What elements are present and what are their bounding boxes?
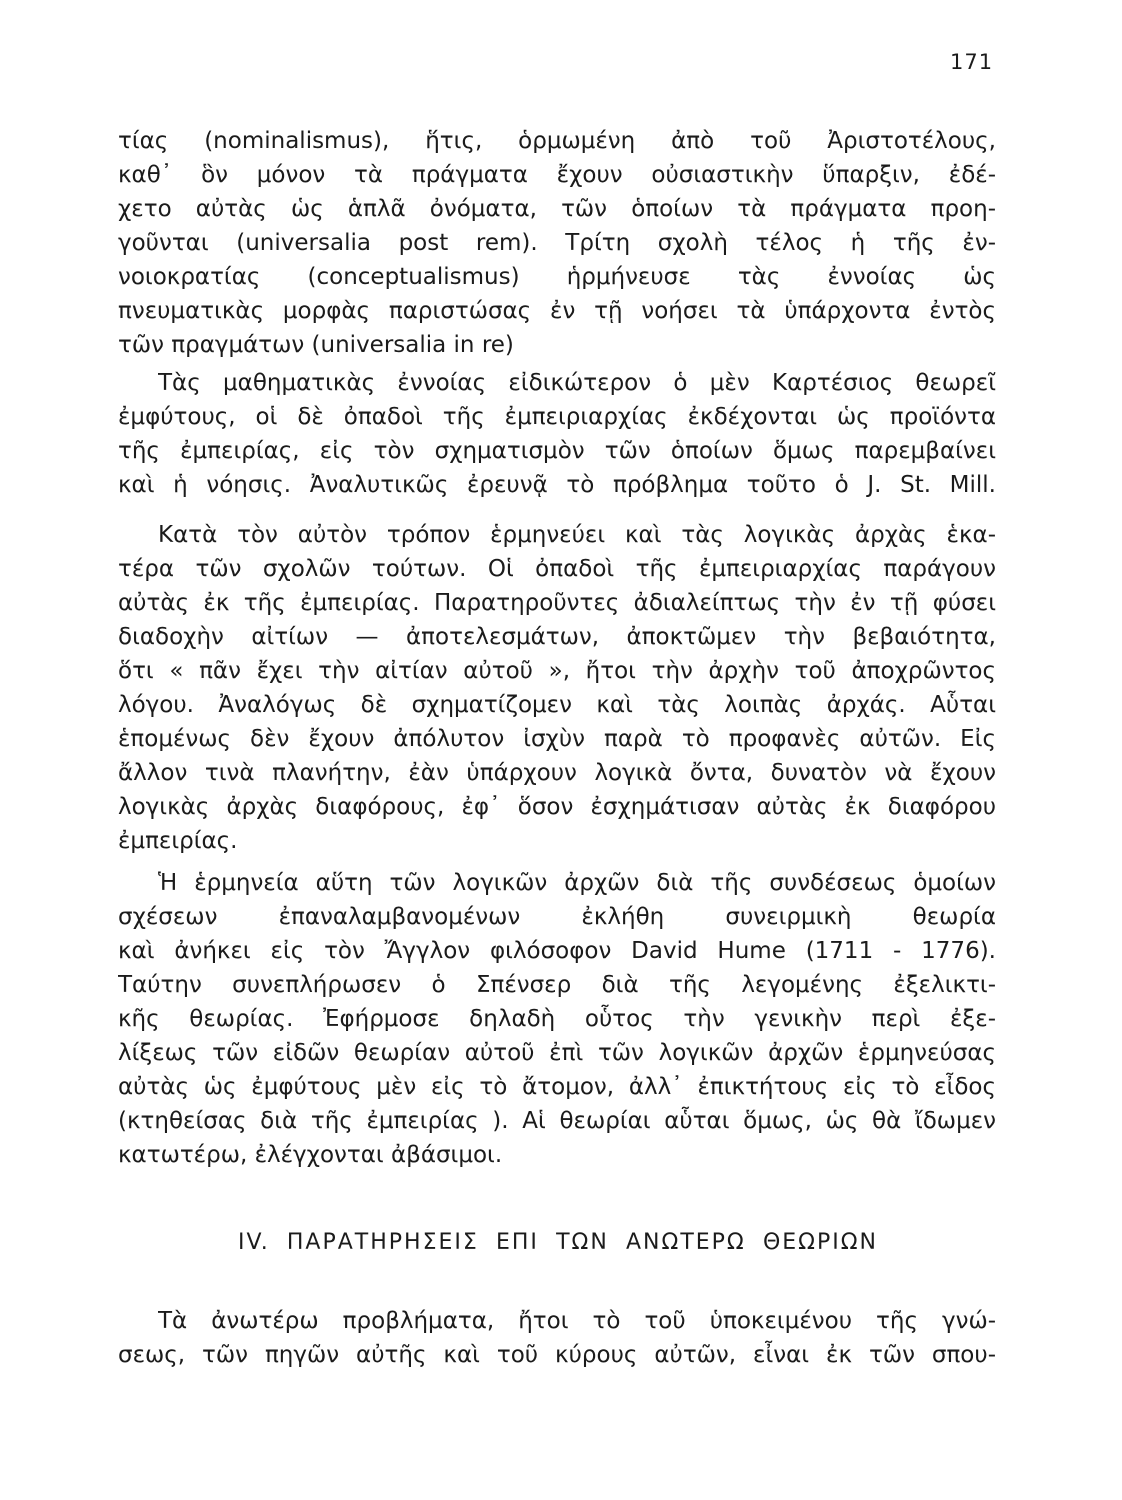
text-line: νοιοκρατίας (conceptualismus) ἡρμήνευσε τὰς ἐννοίας ὡς [118,264,996,290]
text-line: καὶ ἡ νόησις. Ἀναλυτικῶς ἐρευνᾷ τὸ πρόβλημα τοῦτο ὁ J. St. Mill. [118,472,996,498]
text-line: Ταύτην συνεπλήρωσεν ὁ Σπένσερ διὰ τῆς λεγομένης ἐξελικτι- [118,972,996,998]
text-line: Ἡ ἑρμηνεία αὕτη τῶν λογικῶν ἀρχῶν διὰ τῆς συνδέσεως ὁμοίων [158,870,996,896]
text-line: τῶν πραγμάτων (universalia in re) [118,332,514,358]
text-line: τῆς ἐμπειρίας, εἰς τὸν σχηματισμὸν τῶν ὁποίων ὅμως παρεμβαίνει [118,438,996,464]
text-line: (κτηθείσας διὰ τῆς ἐμπειρίας ). Αἱ θεωρίαι αὗται ὅμως, ὡς θὰ ἴδωμεν [118,1108,996,1134]
text-line: Τὰς μαθηματικὰς ἐννοίας εἰδικώτερον ὁ μὲν Καρτέσιος θεωρεῖ [158,370,996,396]
section-heading: IV. ΠΑΡΑΤΗΡΗΣΕΙΣ ΕΠΙ ΤΩΝ ΑΝΩΤΕΡΩ ΘΕΩΡΙΩΝ [238,1230,878,1255]
page-number: 171 [950,50,994,74]
text-line: λίξεως τῶν εἰδῶν θεωρίαν αὐτοῦ ἐπὶ τῶν λογικῶν ἀρχῶν ἑρμηνεύσας [118,1040,996,1066]
text-line: λογικὰς ἀρχὰς διαφόρους, ἐφ᾽ ὅσον ἐσχημάτισαν αὐτὰς ἐκ διαφόρου [118,794,996,820]
text-line: αὐτὰς ὡς ἐμφύτους μὲν εἰς τὸ ἄτομον, ἀλλ᾽ ἐπικτήτους εἰς τὸ εἶδος [118,1074,996,1100]
text-line: ὅτι « πᾶν ἔχει τὴν αἰτίαν αὐτοῦ », ἤτοι τὴν ἀρχὴν τοῦ ἀποχρῶντος [118,658,996,684]
text-line: λόγου. Ἀναλόγως δὲ σχηματίζομεν καὶ τὰς λοιπὰς ἀρχάς. Αὗται [118,692,996,718]
text-line: σχέσεων ἐπαναλαμβανομένων ἐκλήθη συνειρμικὴ θεωρία [118,904,996,930]
text-line: Κατὰ τὸν αὐτὸν τρόπον ἑρμηνεύει καὶ τὰς λογικὰς ἀρχὰς ἑκα- [158,522,996,548]
text-line: ἄλλον τινὰ πλανήτην, ἐὰν ὑπάρχουν λογικὰ ὄντα, δυνατὸν νὰ ἔχουν [118,760,996,786]
text-line: σεως, τῶν πηγῶν αὐτῆς καὶ τοῦ κύρους αὐτῶν, εἶναι ἐκ τῶν σπου- [118,1342,996,1368]
text-line: διαδοχὴν αἰτίων — ἀποτελεσμάτων, ἀποκτῶμεν τὴν βεβαιότητα, [118,624,996,650]
text-line: αὐτὰς ἐκ τῆς ἐμπειρίας. Παρατηροῦντες ἀδιαλείπτως τὴν ἐν τῇ φύσει [118,590,996,616]
text-line: ἑπομένως δὲν ἔχουν ἀπόλυτον ἰσχὺν παρὰ τὸ προφανὲς αὐτῶν. Εἰς [118,726,996,752]
text-line: τίας (nominalismus), ἥτις, ὁρμωμένη ἀπὸ τοῦ Ἀριστοτέλους, [118,128,996,154]
text-line: γοῦνται (universalia post rem). Τρίτη σχολὴ τέλος ἡ τῆς ἐν- [118,230,996,256]
text-line: τέρα τῶν σχολῶν τούτων. Οἱ ὀπαδοὶ τῆς ἐμπειριαρχίας παράγουν [118,556,996,582]
text-line: ἐμφύτους, οἱ δὲ ὀπαδοὶ τῆς ἐμπειριαρχίας ἐκδέχονται ὡς προϊόντα [118,404,996,430]
text-line: πνευματικὰς μορφὰς παριστώσας ἐν τῇ νοήσει τὰ ὑπάρχοντα ἐντὸς [118,298,996,324]
text-line: κατωτέρω, ἐλέγχονται ἀβάσιμοι. [118,1142,503,1168]
text-line: καὶ ἀνήκει εἰς τὸν Ἄγγλον φιλόσοφον David Hume (1711 - 1776). [118,938,996,964]
text-line: χετο αὐτὰς ὡς ἁπλᾶ ὀνόματα, τῶν ὁποίων τὰ πράγματα προη- [118,196,996,222]
text-line: Τὰ ἀνωτέρω προβλήματα, ἤτοι τὸ τοῦ ὑποκειμένου τῆς γνώ- [158,1308,996,1334]
text-line: καθ᾽ ὃν μόνον τὰ πράγματα ἔχουν οὐσιαστικὴν ὕπαρξιν, ἐδέ- [118,162,996,188]
text-line: ἐμπειρίας. [118,828,238,854]
text-line: κῆς θεωρίας. Ἐφήρμοσε δηλαδὴ οὗτος τὴν γενικὴν περὶ ἐξε- [118,1006,996,1032]
